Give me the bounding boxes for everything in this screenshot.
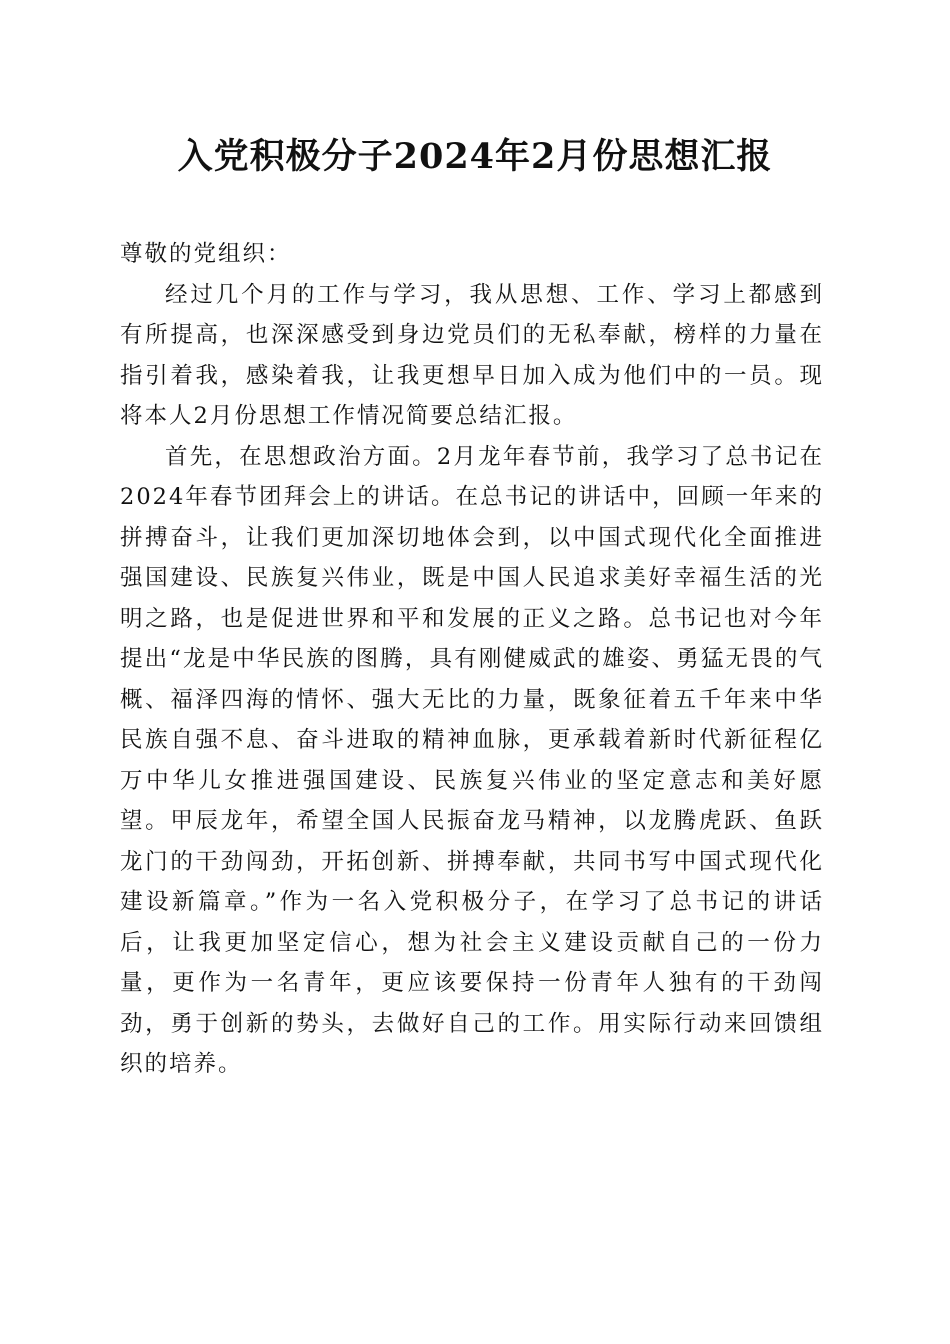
document-body (120, 234, 824, 1085)
salutation: 尊敬的党组织： (120, 241, 292, 267)
paragraph-ideology: 首先，在思想政治方面。2月龙年春节前，我学习了总书记在2024年春节团拜会上的讲话。在总书记的讲话中，回顾一年来的拼搏奋斗，让我们更加深切地体会到，以中国式现代化全面推进强国建设、民族复兴伟业，既是中国人民追求美好幸福生活的光明之路，也是促进世界和平和发展的正义之路。总书记也对今年提出“龙是中华民族的图腾，具有刚健威武的雄姿、勇猛无畏的气概、福泽四海的情怀、强大无比的力量，既象征着五千年来中华民族自强不息、奋斗进取的精神血脉，更承载着新时代新征程亿万中华儿女推进强国建设、民族复兴伟业的坚定意志和美好愿望。甲辰龙年，希望全国人民振奋龙马精神，以龙腾虎跃、鱼跃龙门的干劲闯劲，开拓创新、拼搏奉献，共同书写中国式现代化建设新篇章。”作为一名入党积极分子，在学习了总书记的讲话后，让我更加坚定信心，想为社会主义建设贡献自己的一份力量，更作为一名青年，更应该要保持一份青年人独有的干劲闯劲，勇于创新的势头，去做好自己的工作。用实际行动来回馈组织的培养。 (120, 443, 824, 1077)
paragraph-intro: 经过几个月的工作与学习，我从思想、工作、学习上都感到有所提高，也深深感受到身边党员们的无私奉献，榜样的力量在指引着我，感染着我，让我更想早日加入成为他们中的一员。现将本人2月份思想工作情况简要总结汇报。 (120, 281, 824, 429)
document-title: 入党积极分子2024年2月份思想汇报 (177, 136, 773, 177)
